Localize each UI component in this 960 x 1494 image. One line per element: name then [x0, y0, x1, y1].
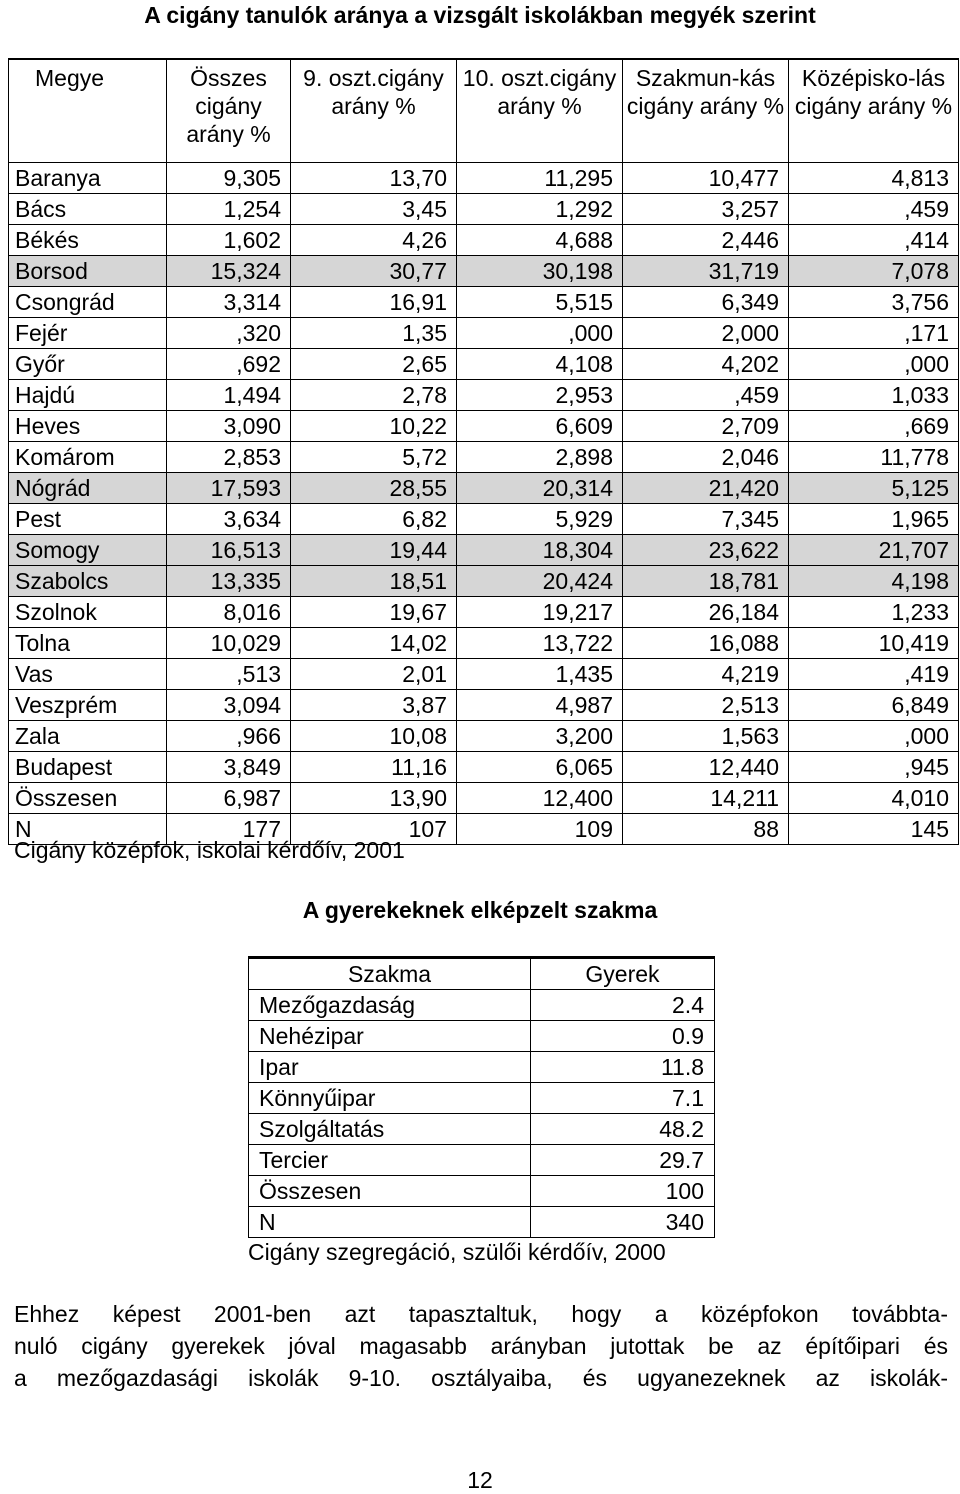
value-cell: 1,233	[789, 597, 959, 628]
county-name-cell: Somogy	[9, 535, 167, 566]
value-cell: 4,26	[291, 225, 457, 256]
value-cell: 3,45	[291, 194, 457, 225]
value-cell: 12,440	[623, 752, 789, 783]
county-name-cell: Heves	[9, 411, 167, 442]
header-grade9-share: 9. oszt.cigány arány %	[291, 59, 457, 163]
value-cell: 3,314	[167, 287, 291, 318]
value-cell: 3,849	[167, 752, 291, 783]
table-row	[9, 566, 959, 597]
table-row	[9, 535, 959, 566]
table-row	[9, 473, 959, 504]
value-cell: 1,254	[167, 194, 291, 225]
county-name-cell: Békés	[9, 225, 167, 256]
source-note-parent-survey: Cigány szegregáció, szülői kérdőív, 2000	[248, 1239, 666, 1265]
value-cell: 2,046	[623, 442, 789, 473]
table-row	[249, 990, 715, 1021]
value-cell: 16,088	[623, 628, 789, 659]
table-row	[9, 752, 959, 783]
value-cell: 16,91	[291, 287, 457, 318]
county-name-cell: Összesen	[9, 783, 167, 814]
value-cell: 11,778	[789, 442, 959, 473]
profession-value-cell: 100	[531, 1176, 715, 1207]
value-cell: ,000	[789, 721, 959, 752]
value-cell: 88	[623, 814, 789, 845]
header-child: Gyerek	[531, 958, 715, 990]
value-cell: 7,078	[789, 256, 959, 287]
table-row	[9, 721, 959, 752]
value-cell: ,320	[167, 318, 291, 349]
value-cell: 5,72	[291, 442, 457, 473]
table-row	[9, 380, 959, 411]
profession-name-cell: Szolgáltatás	[249, 1114, 531, 1145]
value-cell: 14,02	[291, 628, 457, 659]
value-cell: 3,634	[167, 504, 291, 535]
value-cell: ,966	[167, 721, 291, 752]
value-cell: 18,781	[623, 566, 789, 597]
section-title-professions-text: A gyerekeknek elképzelt szakma	[302, 897, 658, 923]
county-name-cell: Komárom	[9, 442, 167, 473]
body-paragraph	[14, 1298, 948, 1394]
value-cell: 3,200	[457, 721, 623, 752]
paragraph-line: nuló cigány gyerekek jóval magasabb arányban jutottak be az építőipari és	[14, 1333, 948, 1359]
value-cell: ,459	[623, 380, 789, 411]
value-cell: ,945	[789, 752, 959, 783]
county-table-body	[9, 163, 959, 845]
table-row	[9, 349, 959, 380]
value-cell: ,692	[167, 349, 291, 380]
profession-table-body	[249, 990, 715, 1238]
value-cell: 3,257	[623, 194, 789, 225]
value-cell: 1,35	[291, 318, 457, 349]
county-name-cell: Veszprém	[9, 690, 167, 721]
table-row	[9, 225, 959, 256]
county-name-cell: Baranya	[9, 163, 167, 194]
value-cell: 30,198	[457, 256, 623, 287]
table-row	[9, 783, 959, 814]
value-cell: 12,400	[457, 783, 623, 814]
header-grade10-share: 10. oszt.cigány arány %	[457, 59, 623, 163]
value-cell: 4,198	[789, 566, 959, 597]
value-cell: 109	[457, 814, 623, 845]
value-cell: 4,202	[623, 349, 789, 380]
value-cell: 20,314	[457, 473, 623, 504]
value-cell: 26,184	[623, 597, 789, 628]
profession-value-cell: 11.8	[531, 1052, 715, 1083]
value-cell: 5,125	[789, 473, 959, 504]
value-cell: 13,722	[457, 628, 623, 659]
profession-name-cell: Könnyűipar	[249, 1083, 531, 1114]
table-row	[9, 659, 959, 690]
profession-value-cell: 2.4	[531, 990, 715, 1021]
value-cell: 1,033	[789, 380, 959, 411]
county-name-cell: N	[9, 814, 167, 845]
profession-value-cell: 340	[531, 1207, 715, 1238]
value-cell: ,000	[457, 318, 623, 349]
value-cell: 2,513	[623, 690, 789, 721]
value-cell: ,000	[789, 349, 959, 380]
value-cell: 1,435	[457, 659, 623, 690]
value-cell: 4,108	[457, 349, 623, 380]
county-name-cell: Tolna	[9, 628, 167, 659]
county-name-cell: Vas	[9, 659, 167, 690]
table-row	[9, 628, 959, 659]
page-number: 12	[467, 1467, 493, 1493]
profession-value-cell: 0.9	[531, 1021, 715, 1052]
table-row	[9, 504, 959, 535]
profession-table	[248, 956, 715, 1238]
header-county: Megye	[9, 59, 167, 163]
value-cell: 19,44	[291, 535, 457, 566]
table-row	[9, 163, 959, 194]
header-total-share: Összes cigány arány %	[167, 59, 291, 163]
profession-table-header-row	[249, 958, 715, 990]
table-row	[249, 1021, 715, 1052]
value-cell: 1,292	[457, 194, 623, 225]
value-cell: 1,602	[167, 225, 291, 256]
table-row	[249, 1114, 715, 1145]
table-row	[9, 194, 959, 225]
value-cell: 14,211	[623, 783, 789, 814]
value-cell: 3,090	[167, 411, 291, 442]
county-name-cell: Csongrád	[9, 287, 167, 318]
value-cell: 10,08	[291, 721, 457, 752]
county-name-cell: Pest	[9, 504, 167, 535]
value-cell: 4,010	[789, 783, 959, 814]
value-cell: 6,609	[457, 411, 623, 442]
value-cell: 2,65	[291, 349, 457, 380]
section-title-professions	[0, 896, 960, 924]
value-cell: 107	[291, 814, 457, 845]
value-cell: 3,756	[789, 287, 959, 318]
value-cell: 177	[167, 814, 291, 845]
value-cell: 5,515	[457, 287, 623, 318]
value-cell: 31,719	[623, 256, 789, 287]
value-cell: 2,853	[167, 442, 291, 473]
value-cell: ,459	[789, 194, 959, 225]
value-cell: 5,929	[457, 504, 623, 535]
value-cell: 11,295	[457, 163, 623, 194]
value-cell: 28,55	[291, 473, 457, 504]
value-cell: 21,420	[623, 473, 789, 504]
value-cell: 6,82	[291, 504, 457, 535]
value-cell: 2,709	[623, 411, 789, 442]
header-profession: Szakma	[249, 958, 531, 990]
table-row	[249, 1176, 715, 1207]
table-row	[249, 1052, 715, 1083]
value-cell: 13,90	[291, 783, 457, 814]
value-cell: 1,965	[789, 504, 959, 535]
value-cell: 2,78	[291, 380, 457, 411]
value-cell: ,669	[789, 411, 959, 442]
table-row	[9, 597, 959, 628]
value-cell: 11,16	[291, 752, 457, 783]
profession-name-cell: N	[249, 1207, 531, 1238]
profession-value-cell: 48.2	[531, 1114, 715, 1145]
value-cell: 6,349	[623, 287, 789, 318]
value-cell: 1,563	[623, 721, 789, 752]
profession-name-cell: Ipar	[249, 1052, 531, 1083]
value-cell: 2,446	[623, 225, 789, 256]
value-cell: ,419	[789, 659, 959, 690]
value-cell: 13,70	[291, 163, 457, 194]
profession-name-cell: Mezőgazdaság	[249, 990, 531, 1021]
value-cell: 6,849	[789, 690, 959, 721]
table-row	[249, 1207, 715, 1238]
value-cell: 18,304	[457, 535, 623, 566]
value-cell: 10,22	[291, 411, 457, 442]
value-cell: 20,424	[457, 566, 623, 597]
table-row	[9, 411, 959, 442]
table-row	[9, 318, 959, 349]
value-cell: 23,622	[623, 535, 789, 566]
county-table-header-row	[9, 59, 959, 163]
value-cell: 13,335	[167, 566, 291, 597]
county-name-cell: Fejér	[9, 318, 167, 349]
value-cell: 4,688	[457, 225, 623, 256]
county-name-cell: Zala	[9, 721, 167, 752]
value-cell: 17,593	[167, 473, 291, 504]
value-cell: 145	[789, 814, 959, 845]
page-title-text: A cigány tanulók aránya a vizsgált iskolákban megyék szerint	[144, 2, 816, 28]
value-cell: 8,016	[167, 597, 291, 628]
value-cell: 30,77	[291, 256, 457, 287]
county-name-cell: Szabolcs	[9, 566, 167, 597]
value-cell: 10,029	[167, 628, 291, 659]
header-vocational-share: Szakmun-kás cigány arány %	[623, 59, 789, 163]
value-cell: 1,494	[167, 380, 291, 411]
profession-name-cell: Nehézipar	[249, 1021, 531, 1052]
value-cell: 19,217	[457, 597, 623, 628]
profession-value-cell: 7.1	[531, 1083, 715, 1114]
paragraph-line: Ehhez képest 2001-ben azt tapasztaltuk, hogy a középfokon továbbta-	[14, 1301, 948, 1327]
page-title	[0, 0, 960, 30]
value-cell: 6,987	[167, 783, 291, 814]
county-name-cell: Szolnok	[9, 597, 167, 628]
table-row	[249, 1145, 715, 1176]
value-cell: 7,345	[623, 504, 789, 535]
value-cell: 2,953	[457, 380, 623, 411]
table-row	[9, 287, 959, 318]
profession-name-cell: Tercier	[249, 1145, 531, 1176]
county-name-cell: Borsod	[9, 256, 167, 287]
value-cell: 10,419	[789, 628, 959, 659]
value-cell: 2,000	[623, 318, 789, 349]
table-row	[9, 442, 959, 473]
table-row	[9, 690, 959, 721]
value-cell: 9,305	[167, 163, 291, 194]
source-note-school-survey: Cigány középfok, iskolai kérdőív, 2001	[14, 837, 405, 863]
value-cell: ,414	[789, 225, 959, 256]
value-cell: 3,87	[291, 690, 457, 721]
value-cell: 15,324	[167, 256, 291, 287]
profession-name-cell: Összesen	[249, 1176, 531, 1207]
county-name-cell: Nógrád	[9, 473, 167, 504]
value-cell: 2,898	[457, 442, 623, 473]
value-cell: 18,51	[291, 566, 457, 597]
paragraph-line: a mezőgazdasági iskolák 9-10. osztályaiba, és ugyanezeknek az iskolák-	[14, 1365, 948, 1391]
table-row	[249, 1083, 715, 1114]
value-cell: ,171	[789, 318, 959, 349]
value-cell: 19,67	[291, 597, 457, 628]
table-row	[9, 256, 959, 287]
value-cell: 21,707	[789, 535, 959, 566]
value-cell: 4,219	[623, 659, 789, 690]
county-share-table	[8, 58, 959, 845]
profession-value-cell: 29.7	[531, 1145, 715, 1176]
value-cell: 2,01	[291, 659, 457, 690]
value-cell: 4,987	[457, 690, 623, 721]
county-name-cell: Hajdú	[9, 380, 167, 411]
value-cell: ,513	[167, 659, 291, 690]
value-cell: 16,513	[167, 535, 291, 566]
county-name-cell: Bács	[9, 194, 167, 225]
value-cell: 3,094	[167, 690, 291, 721]
county-name-cell: Győr	[9, 349, 167, 380]
county-name-cell: Budapest	[9, 752, 167, 783]
value-cell: 4,813	[789, 163, 959, 194]
header-secondary-share: Középisko-lás cigány arány %	[789, 59, 959, 163]
value-cell: 10,477	[623, 163, 789, 194]
value-cell: 6,065	[457, 752, 623, 783]
